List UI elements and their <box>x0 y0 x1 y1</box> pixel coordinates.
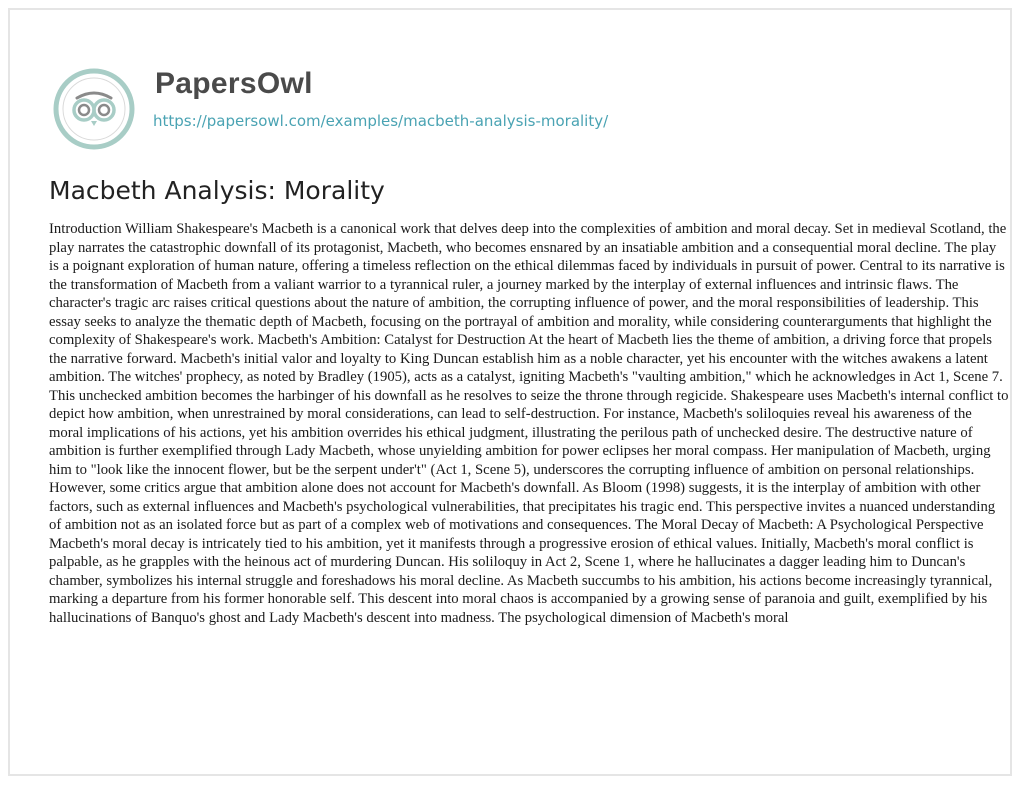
owl-logo-icon <box>53 68 135 150</box>
essay-body: Introduction William Shakespeare's Macbeth is a canonical work that delves deep into the complexities of ambition and moral decay. Set in medieval Scotland, the play narrates the catastrophic downfall of its protagonist, Macbeth, who becomes ensnared by an insatiable ambition and a consequential moral decline. The play is a poignant exploration of human nature, offering a timeless reflection on the ethical dilemmas faced by individuals in pursuit of power. Central to its narrative is the transformation of Macbeth from a valiant warrior to a tyrannical ruler, a journey marked by the interplay of external influences and intrinsic flaws. The character's tragic arc raises critical questions about the nature of ambition, the corrupting influence of power, and the moral responsibilities of leadership. This essay seeks to analyze the thematic depth of Macbeth, focusing on the portrayal of ambition and morality, while considering counterarguments that highlight the complexity of Shakespeare's work. Macbeth's Ambition: Catalyst for Destruction At the heart of Macbeth lies the theme of ambition, a driving force that propels the narrative forward. Macbeth's initial valor and loyalty to King Duncan establish him as a noble character, yet his encounter with the witches awakens a latent ambition. The witches' prophecy, as noted by Bradley (1905), acts as a catalyst, igniting Macbeth's "vaulting ambition," which he acknowledges in Act 1, Scene 7. This unchecked ambition becomes the harbinger of his downfall as he resolves to seize the throne through regicide. Shakespeare uses Macbeth's internal conflict to depict how ambition, when unrestrained by moral considerations, can lead to self-destruction. For instance, Macbeth's soliloquies reveal his awareness of the moral implications of his actions, yet his ambition overrides his ethical judgment, illustrating the perilous path of unchecked desire. The destructive nature of ambition is further exemplified through Lady Macbeth, whose unyielding ambition for power eclipses her moral compass. Her manipulation of Macbeth, urging him to "look like the innocent flower, but be the serpent under't" (Act 1, Scene 5), underscores the corrupting influence of ambition on personal relationships. However, some critics argue that ambition alone does not account for Macbeth's downfall. As Bloom (1998) suggests, it is the interplay of ambition with other factors, such as external influences and Macbeth's psychological vulnerabilities, that precipitates his tragic end. This perspective invites a nuanced understanding of ambition not as an isolated force but as part of a complex web of motivations and consequences. The Moral Decay of Macbeth: A Psychological Perspective Macbeth's moral decay is intricately tied to his ambition, yet it manifests through a progressive erosion of ethical values. Initially, Macbeth's moral conflict is palpable, as he grapples with the heinous act of murdering Duncan. His soliloquy in Act 2, Scene 1, where he hallucinates a dagger leading him to Duncan's chamber, symbolizes his internal struggle and foreshadows his moral decline. As Macbeth succumbs to his ambition, his actions become increasingly tyrannical, marking a departure from his former honorable self. This descent into moral chaos is accompanied by a growing sense of paranoia and guilt, exemplified by his hallucinations of Banquo's ghost and Lady Macbeth's descent into madness. The psychological dimension of Macbeth's moral <box>49 221 1009 626</box>
document-frame <box>8 8 1012 776</box>
page-url[interactable]: https://papersowl.com/examples/macbeth-analysis-morality/ <box>153 112 609 130</box>
owl-logo-graphic <box>53 68 135 150</box>
essay-title: Macbeth Analysis: Morality <box>49 176 385 205</box>
site-header <box>10 10 1010 165</box>
brand-name[interactable]: PapersOwl <box>155 67 313 100</box>
